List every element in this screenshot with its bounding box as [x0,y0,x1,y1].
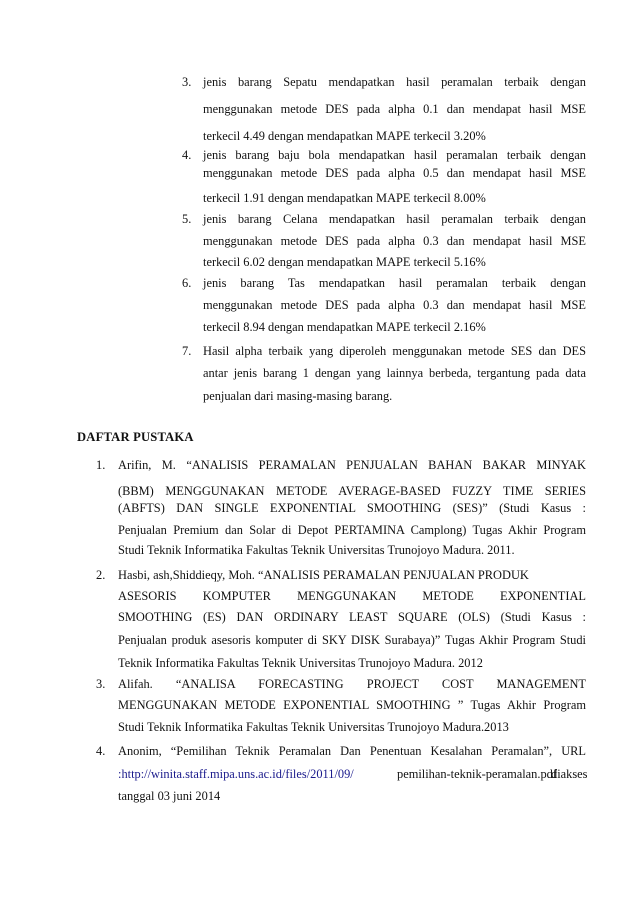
reference-line: Studi Teknik Informatika Fakultas Teknik Universitas Trunojoyo Madura. 2011. [118,543,515,557]
list-item-line: menggunakan metode DES pada alpha 0.3 dan mendapat hasil MSE [203,298,586,312]
list-item-line: terkecil 8.94 dengan mendapatkan MAPE terkecil 2.16% [203,320,486,334]
list-item-line: jenis barang baju bola mendapatkan hasil peramalan terbaik dengan [203,148,586,162]
reference-line: Anonim, “Pemilihan Teknik Peramalan Dan Penentuan Kesalahan Peramalan”, URL [118,744,586,758]
reference-number: 4. [96,744,106,758]
reference-line: tanggal 03 juni 2014 [118,789,221,803]
reference-line: Hasbi, ash,Shiddieqy, Moh. “ANALISIS PERAMALAN PENJUALAN PRODUK [118,568,529,582]
list-item-line: Hasil alpha terbaik yang diperoleh menggunakan metode SES dan DES [203,344,586,358]
reference-line: Alifah. “ANALISA FORECASTING PROJECT COST MANAGEMENT [118,677,586,691]
list-item-number: 7. [182,344,192,358]
list-item-line: jenis barang Celana mendapatkan hasil peramalan terbaik dengan [203,212,586,226]
list-item-line: antar jenis barang 1 dengan yang lainnya berbeda, tergantung pada data [203,366,586,380]
reference-line: Penjualan Premium dan Solar di Depot PERTAMINA Camplong) Tugas Akhir Program [118,523,586,537]
reference-url-file: pemilihan-teknik-peramalan.pdf [397,767,557,781]
reference-number: 2. [96,568,106,582]
reference-line: (ABFTS) DAN SINGLE EXPONENTIAL SMOOTHING (SES)” (Studi Kasus : [118,501,586,515]
reference-line: MENGGUNAKAN METODE EXPONENTIAL SMOOTHING ” Tugas Akhir Program [118,698,586,712]
reference-line: Studi Teknik Informatika Fakultas Teknik Universitas Trunojoyo Madura.2013 [118,720,509,734]
list-item-line: terkecil 1.91 dengan mendapatkan MAPE terkecil 8.00% [203,191,486,205]
list-item-line: terkecil 6.02 dengan mendapatkan MAPE terkecil 5.16% [203,255,486,269]
list-item-number: 3. [182,75,192,89]
reference-number: 3. [96,677,106,691]
list-item-line: menggunakan metode DES pada alpha 0.5 dan mendapat hasil MSE [203,166,586,180]
reference-line: SMOOTHING (ES) DAN ORDINARY LEAST SQUARE (OLS) (Studi Kasus : [118,610,586,624]
reference-url-link[interactable]: :http://winita.staff.mipa.uns.ac.id/files/2011/09/ [118,767,354,781]
reference-line: Penjualan produk asesoris komputer di SKY DISK Surabaya)” Tugas Akhir Program Studi [118,633,586,647]
reference-line: Teknik Informatika Fakultas Teknik Universitas Trunojoyo Madura. 2012 [118,656,483,670]
list-item-line: menggunakan metode DES pada alpha 0.1 dan mendapat hasil MSE [203,102,586,116]
reference-url-tail: diakses [551,767,588,781]
reference-number: 1. [96,458,106,472]
list-item-line: menggunakan metode DES pada alpha 0.3 dan mendapat hasil MSE [203,234,586,248]
list-item-number: 5. [182,212,192,226]
list-item-line: penjualan dari masing-masing barang. [203,389,393,403]
list-item-number: 6. [182,276,192,290]
reference-line: ASESORIS KOMPUTER MENGGUNAKAN METODE EXPONENTIAL [118,589,586,603]
reference-line: Arifin, M. “ANALISIS PERAMALAN PENJUALAN BAHAN BAKAR MINYAK [118,458,586,472]
section-heading: DAFTAR PUSTAKA [77,430,194,444]
reference-line: (BBM) MENGGUNAKAN METODE AVERAGE-BASED FUZZY TIME SERIES [118,484,586,498]
list-item-line: jenis barang Sepatu mendapatkan hasil peramalan terbaik dengan [203,75,586,89]
list-item-number: 4. [182,148,192,162]
list-item-line: terkecil 4.49 dengan mendapatkan MAPE terkecil 3.20% [203,129,486,143]
list-item-line: jenis barang Tas mendapatkan hasil peramalan terbaik dengan [203,276,586,290]
